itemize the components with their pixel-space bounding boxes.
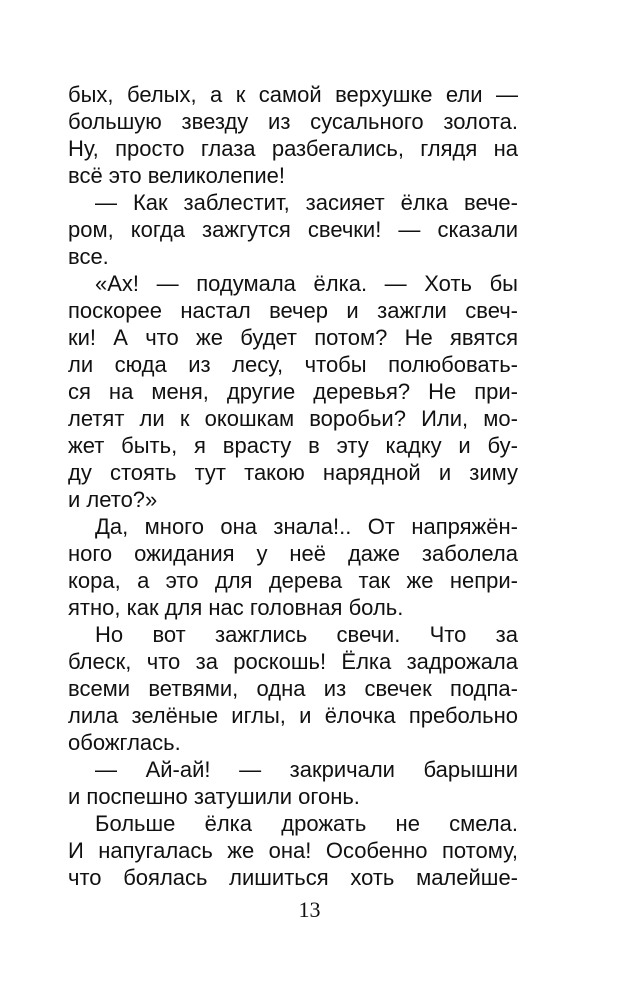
text-line: и поспешно затушили огонь. xyxy=(68,784,360,809)
text-line: жет быть, я врасту в эту кадку и бу- xyxy=(68,433,518,458)
text-line: и лето?» xyxy=(68,487,158,512)
text-line: — Ай-ай! — закричали барышни xyxy=(95,757,518,782)
text-line: ся на меня, другие деревья? Не при- xyxy=(68,379,518,404)
text-line: ного ожидания у неё даже заболела xyxy=(68,541,518,566)
text-line: ятно, как для нас головная боль. xyxy=(68,595,404,620)
text-line: все. xyxy=(68,244,109,269)
text-line: блеск, что за роскошь! Ёлка задрожала xyxy=(68,649,518,674)
text-line: ром, когда зажгутся свечки! — сказали xyxy=(68,217,518,242)
text-line: всеми ветвями, одна из свечек подпа- xyxy=(68,676,518,701)
text-line: Больше ёлка дрожать не смела. xyxy=(95,811,518,836)
text-line: ду стоять тут такою нарядной и зиму xyxy=(68,460,518,485)
text-line: ки! А что же будет потом? Не явятся xyxy=(68,325,518,350)
text-line: что боялась лишиться хоть малейше- xyxy=(68,865,518,890)
text-line: Но вот зажглись свечи. Что за xyxy=(95,622,518,647)
text-line: бых, белых, а к самой верхушке ели — xyxy=(68,82,518,107)
text-line: всё это великолепие! xyxy=(68,163,286,188)
text-line: И напугалась же она! Особенно потому, xyxy=(68,838,518,863)
text-line: обожглась. xyxy=(68,730,181,755)
text-line: Да, много она знала!.. От напряжён- xyxy=(95,514,518,539)
text-line: кора, а это для дерева так же непри- xyxy=(68,568,518,593)
text-line: большую звезду из сусального золота. xyxy=(68,109,518,134)
text-line: — Как заблестит, засияет ёлка вече- xyxy=(95,190,518,215)
text-line: Ну, просто глаза разбегались, глядя на xyxy=(68,136,518,161)
page-number: 13 xyxy=(298,897,321,922)
text-line: поскорее настал вечер и зажгли свеч- xyxy=(68,298,518,323)
text-line: ли сюда из лесу, чтобы полюбовать- xyxy=(68,352,518,377)
text-line: летят ли к окошкам воробьи? Или, мо- xyxy=(68,406,518,431)
text-line: «Ах! — подумала ёлка. — Хоть бы xyxy=(95,271,518,296)
text-line: лила зелёные иглы, и ёлочка пребольно xyxy=(68,703,518,728)
